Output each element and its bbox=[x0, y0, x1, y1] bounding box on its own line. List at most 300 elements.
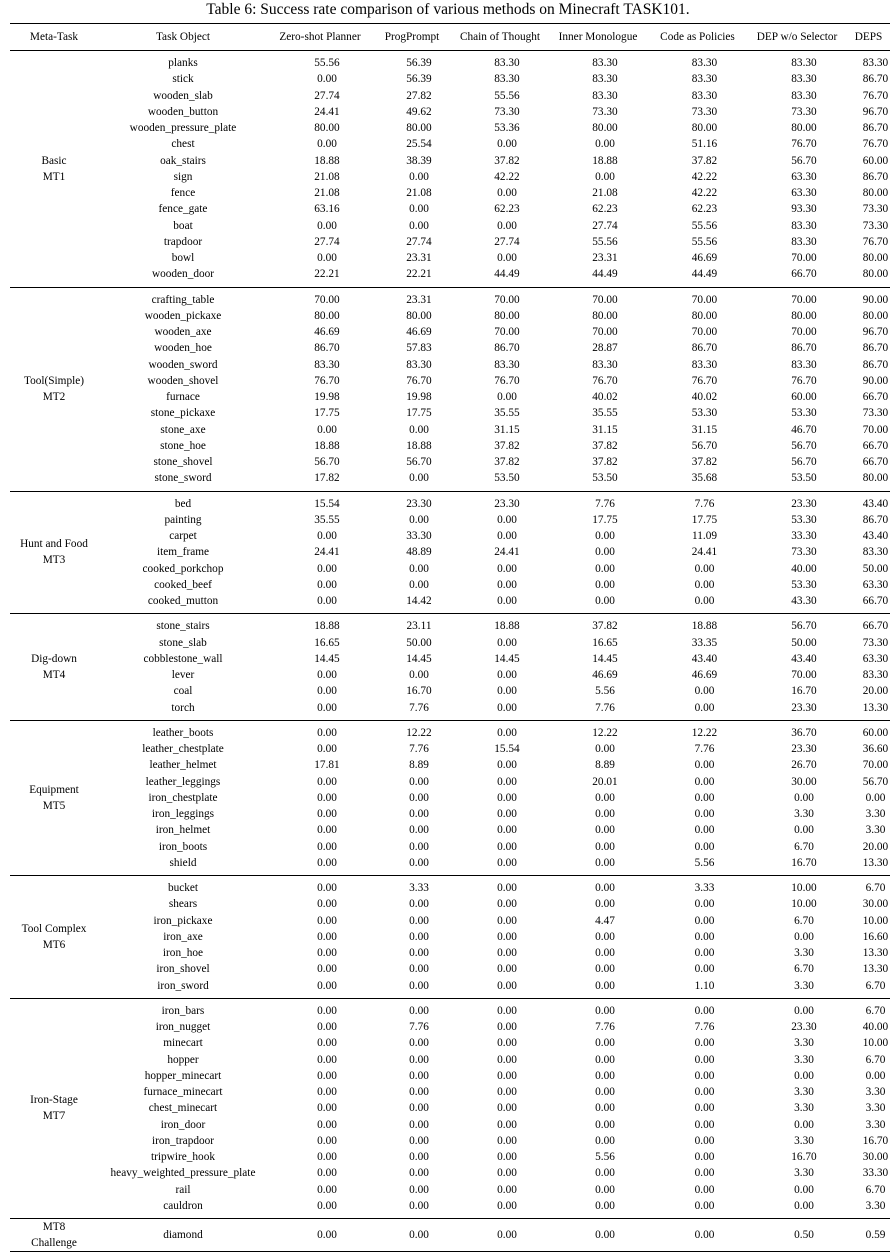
table-row bbox=[10, 405, 890, 421]
success-rate-cell: 0.00 bbox=[497, 1228, 517, 1241]
success-rate-cell: 33.35 bbox=[691, 636, 718, 649]
success-rate-cell: 7.76 bbox=[694, 1021, 715, 1033]
task-object-cell: iron_leggings bbox=[151, 808, 215, 820]
success-rate-cell: 0.00 bbox=[694, 1053, 715, 1066]
success-rate-cell: 83.30 bbox=[862, 669, 889, 681]
success-rate-cell: 62.23 bbox=[494, 203, 520, 216]
task-object-cell: wooden_axe bbox=[154, 326, 212, 338]
success-rate-cell: 0.00 bbox=[497, 669, 517, 681]
task-object-cell: stone_pickaxe bbox=[150, 407, 216, 420]
success-rate-cell: 70.00 bbox=[494, 326, 520, 338]
success-rate-cell: 0.00 bbox=[409, 840, 429, 853]
success-rate-cell: 17.75 bbox=[691, 513, 718, 526]
success-rate-cell: 86.70 bbox=[862, 513, 889, 526]
success-rate-cell: 0.00 bbox=[595, 1037, 615, 1050]
success-rate-cell: 21.08 bbox=[592, 187, 618, 199]
success-rate-cell: 16.70 bbox=[406, 685, 432, 698]
task-object-cell: hopper bbox=[167, 1053, 199, 1066]
success-rate-cell: 3.30 bbox=[794, 979, 814, 992]
success-rate-cell: 43.40 bbox=[862, 497, 889, 510]
success-rate-cell: 0.00 bbox=[595, 1183, 615, 1196]
success-rate-cell: 62.23 bbox=[691, 203, 718, 216]
success-rate-cell: 18.88 bbox=[314, 439, 340, 452]
success-rate-cell: 27.74 bbox=[314, 89, 340, 102]
success-rate-cell: 80.00 bbox=[862, 252, 889, 264]
meta-task-id: MT6 bbox=[42, 938, 66, 951]
success-rate-cell: 0.00 bbox=[317, 252, 337, 264]
task-object-cell: iron_sword bbox=[157, 979, 209, 992]
success-rate-cell: 53.30 bbox=[791, 513, 817, 526]
success-rate-cell: 0.00 bbox=[794, 1004, 814, 1017]
table-row bbox=[10, 961, 890, 977]
success-rate-cell: 76.70 bbox=[791, 374, 817, 387]
success-rate-cell: 37.82 bbox=[494, 439, 520, 452]
success-rate-cell: 0.00 bbox=[595, 138, 615, 151]
success-rate-cell: 0.00 bbox=[317, 775, 337, 788]
success-rate-cell: 0.00 bbox=[497, 947, 517, 959]
task-object-cell: iron_pickaxe bbox=[153, 914, 213, 927]
success-rate-cell: 23.30 bbox=[791, 743, 817, 755]
success-rate-cell: 53.50 bbox=[791, 472, 817, 485]
success-rate-cell: 37.82 bbox=[691, 456, 718, 468]
success-rate-cell: 83.30 bbox=[791, 235, 817, 248]
meta-task-name: Iron-Stage bbox=[30, 1094, 78, 1107]
success-rate-cell: 14.45 bbox=[494, 652, 520, 665]
success-rate-cell: 16.60 bbox=[862, 930, 889, 943]
success-rate-cell: 0.00 bbox=[595, 1118, 615, 1131]
meta-task-name: Equipment bbox=[29, 783, 79, 796]
success-rate-cell: 55.56 bbox=[691, 235, 718, 248]
success-rate-cell: 73.30 bbox=[791, 105, 817, 118]
success-rate-cell: 33.30 bbox=[791, 530, 817, 542]
table-row bbox=[10, 136, 890, 152]
success-rate-cell: 0.00 bbox=[595, 808, 615, 820]
table-row bbox=[10, 1019, 890, 1035]
success-rate-cell: 0.00 bbox=[409, 979, 429, 992]
success-rate-cell: 70.00 bbox=[592, 293, 618, 306]
task-object-cell: leather_chestplate bbox=[142, 743, 224, 755]
table-row bbox=[10, 1198, 890, 1219]
success-rate-cell: 60.00 bbox=[791, 391, 817, 403]
success-rate-cell: 66.70 bbox=[862, 439, 889, 452]
success-rate-cell: 24.41 bbox=[314, 105, 340, 118]
meta-task-group bbox=[10, 287, 890, 491]
table-row bbox=[10, 1219, 890, 1252]
success-rate-cell: 0.00 bbox=[497, 701, 517, 714]
success-rate-cell: 53.30 bbox=[691, 407, 718, 420]
table-row bbox=[10, 153, 890, 169]
success-rate-cell: 83.30 bbox=[592, 73, 618, 86]
success-rate-cell: 43.40 bbox=[791, 652, 817, 665]
table-row bbox=[10, 1052, 890, 1068]
table-row bbox=[10, 201, 890, 217]
success-rate-cell: 0.00 bbox=[409, 1183, 429, 1196]
success-rate-cell: 23.31 bbox=[592, 252, 618, 264]
success-rate-cell: 0.00 bbox=[317, 1134, 337, 1147]
success-rate-cell: 76.70 bbox=[592, 374, 618, 387]
task-object-cell: bowl bbox=[171, 252, 195, 264]
success-rate-cell: 0.00 bbox=[595, 562, 615, 575]
success-rate-cell: 53.30 bbox=[791, 578, 817, 591]
success-rate-cell: 80.00 bbox=[862, 187, 889, 199]
success-rate-cell: 36.70 bbox=[791, 726, 817, 739]
success-rate-cell: 0.00 bbox=[409, 1134, 429, 1147]
success-rate-cell: 86.70 bbox=[862, 73, 889, 86]
success-rate-cell: 0.00 bbox=[317, 1086, 337, 1098]
table-row bbox=[10, 774, 890, 790]
success-rate-cell: 83.30 bbox=[791, 73, 817, 86]
success-rate-cell: 19.98 bbox=[406, 391, 432, 403]
success-rate-cell: 83.30 bbox=[592, 358, 618, 371]
success-rate-cell: 0.00 bbox=[409, 824, 429, 837]
meta-task-name: Tool(Simple) bbox=[23, 375, 85, 387]
success-rate-cell: 50.00 bbox=[862, 562, 889, 575]
success-rate-cell: 56.70 bbox=[862, 775, 889, 788]
task-object-cell: shield bbox=[169, 856, 197, 869]
success-rate-cell: 14.45 bbox=[314, 652, 340, 665]
task-object-cell: heavy_weighted_pressure_plate bbox=[110, 1167, 256, 1180]
table-row bbox=[10, 561, 890, 577]
success-rate-cell: 3.30 bbox=[794, 1167, 814, 1180]
success-rate-cell: 57.83 bbox=[406, 342, 432, 355]
success-rate-cell: 13.30 bbox=[862, 963, 889, 976]
success-rate-cell: 10.00 bbox=[791, 882, 817, 894]
table-row bbox=[10, 651, 890, 667]
success-rate-cell: 3.30 bbox=[865, 824, 886, 837]
table-row bbox=[10, 324, 890, 340]
success-rate-cell: 0.00 bbox=[317, 963, 337, 976]
success-rate-cell: 51.16 bbox=[691, 138, 718, 151]
success-rate-cell: 70.00 bbox=[862, 759, 889, 772]
task-object-cell: iron_axe bbox=[163, 930, 203, 943]
table-row bbox=[10, 741, 890, 757]
success-rate-cell: 49.62 bbox=[406, 105, 432, 118]
table-row bbox=[10, 287, 890, 308]
success-rate-cell: 31.15 bbox=[592, 423, 618, 436]
success-rate-cell: 0.00 bbox=[497, 513, 517, 526]
success-rate-cell: 0.00 bbox=[497, 1021, 517, 1033]
success-rate-cell: 0.00 bbox=[694, 1069, 715, 1082]
header-meta-task: Meta-Task bbox=[29, 31, 79, 43]
success-rate-cell: 0.00 bbox=[694, 1102, 715, 1115]
success-rate-cell: 73.30 bbox=[494, 105, 520, 118]
success-rate-cell: 0.00 bbox=[317, 743, 337, 755]
success-rate-cell: 23.31 bbox=[406, 293, 432, 306]
success-rate-cell: 0.00 bbox=[409, 930, 429, 943]
meta-task-cell bbox=[10, 287, 98, 491]
success-rate-cell: 80.00 bbox=[862, 268, 889, 281]
success-rate-cell: 20.00 bbox=[862, 840, 889, 853]
success-rate-cell: 3.30 bbox=[865, 1199, 886, 1212]
table-row bbox=[10, 855, 890, 876]
success-rate-cell: 12.22 bbox=[406, 726, 432, 739]
success-rate-cell: 0.00 bbox=[409, 1102, 429, 1115]
success-rate-cell: 0.00 bbox=[317, 930, 337, 943]
success-rate-cell: 30.00 bbox=[862, 898, 889, 911]
success-rate-cell: 56.70 bbox=[791, 154, 817, 167]
success-rate-cell: 73.30 bbox=[862, 636, 889, 649]
table-row bbox=[10, 308, 890, 324]
success-rate-cell: 22.21 bbox=[314, 268, 340, 281]
task-object-cell: bucket bbox=[167, 882, 199, 894]
success-rate-cell: 0.00 bbox=[794, 824, 814, 837]
success-rate-cell: 0.00 bbox=[595, 1228, 615, 1241]
task-object-cell: stone_hoe bbox=[160, 439, 206, 452]
success-rate-cell: 70.00 bbox=[791, 326, 817, 338]
task-object-cell: fence_gate bbox=[158, 203, 208, 216]
success-rate-cell: 53.36 bbox=[494, 122, 520, 134]
table-row bbox=[10, 1182, 890, 1198]
success-rate-cell: 23.30 bbox=[791, 497, 817, 510]
success-rate-cell: 0.00 bbox=[595, 1199, 615, 1212]
table-row bbox=[10, 593, 890, 614]
success-rate-cell: 70.00 bbox=[791, 669, 817, 681]
success-rate-cell: 0.00 bbox=[317, 423, 337, 436]
success-rate-cell: 80.00 bbox=[791, 122, 817, 134]
success-rate-cell: 16.65 bbox=[592, 636, 618, 649]
success-rate-cell: 86.70 bbox=[862, 122, 889, 134]
table-row bbox=[10, 1165, 890, 1181]
success-rate-cell: 0.00 bbox=[317, 1118, 337, 1131]
success-rate-cell: 35.55 bbox=[494, 407, 520, 420]
task-object-cell: boat bbox=[173, 219, 193, 232]
success-rate-cell: 0.00 bbox=[595, 530, 615, 542]
table-row bbox=[10, 1035, 890, 1051]
success-rate-cell: 96.70 bbox=[862, 326, 889, 338]
success-rate-cell: 6.70 bbox=[794, 963, 814, 976]
success-rate-cell: 0.00 bbox=[694, 840, 715, 853]
success-rate-cell: 0.00 bbox=[694, 1228, 715, 1241]
table-row bbox=[10, 120, 890, 136]
success-rate-cell: 40.00 bbox=[862, 1021, 889, 1033]
success-rate-cell: 0.00 bbox=[694, 1037, 715, 1050]
success-rate-cell: 18.88 bbox=[494, 620, 520, 633]
success-rate-cell: 35.55 bbox=[314, 513, 340, 526]
success-rate-cell: 40.02 bbox=[592, 391, 618, 403]
task-object-cell: cauldron bbox=[163, 1199, 203, 1212]
table-row bbox=[10, 720, 890, 741]
success-rate-cell: 23.30 bbox=[406, 497, 432, 510]
task-object-cell: cobblestone_wall bbox=[143, 652, 223, 665]
task-object-cell: leather_leggings bbox=[145, 775, 221, 788]
meta-task-name: Dig-down bbox=[31, 653, 77, 665]
success-rate-cell: 5.56 bbox=[595, 685, 615, 698]
meta-task-id: MT4 bbox=[42, 669, 66, 681]
success-rate-cell: 3.30 bbox=[865, 1102, 886, 1115]
meta-task-id: MT2 bbox=[42, 391, 66, 403]
success-rate-cell: 5.56 bbox=[694, 856, 715, 869]
success-rate-cell: 0.00 bbox=[694, 595, 715, 607]
success-rate-cell: 93.30 bbox=[791, 203, 817, 216]
success-rate-cell: 0.00 bbox=[497, 530, 517, 542]
success-rate-cell: 0.00 bbox=[595, 1134, 615, 1147]
table-row bbox=[10, 104, 890, 120]
task-object-cell: minecart bbox=[163, 1037, 203, 1050]
success-rate-cell: 6.70 bbox=[865, 1004, 886, 1017]
success-rate-cell: 33.30 bbox=[406, 530, 432, 542]
success-rate-cell: 0.50 bbox=[794, 1228, 814, 1241]
task-object-cell: tripwire_hook bbox=[150, 1151, 215, 1163]
success-rate-cell: 0.00 bbox=[317, 947, 337, 959]
success-rate-cell: 17.75 bbox=[592, 513, 618, 526]
success-rate-cell: 36.60 bbox=[862, 743, 889, 755]
success-rate-cell: 0.00 bbox=[497, 578, 517, 591]
table-row bbox=[10, 340, 890, 356]
success-rate-cell: 0.00 bbox=[409, 203, 429, 216]
table-row bbox=[10, 945, 890, 961]
success-rate-cell: 4.47 bbox=[595, 914, 615, 927]
header-progprompt: ProgPrompt bbox=[384, 31, 440, 43]
success-rate-cell: 0.00 bbox=[497, 1183, 517, 1196]
task-object-cell: sign bbox=[173, 170, 193, 183]
success-rate-cell: 10.00 bbox=[862, 914, 889, 927]
success-rate-cell: 50.00 bbox=[791, 636, 817, 649]
success-rate-cell: 18.88 bbox=[406, 439, 432, 452]
success-rate-cell: 27.82 bbox=[406, 89, 432, 102]
success-rate-cell: 0.00 bbox=[497, 1004, 517, 1017]
success-rate-cell: 10.00 bbox=[791, 898, 817, 911]
success-rate-cell: 14.45 bbox=[406, 652, 432, 665]
success-rate-cell: 19.98 bbox=[314, 391, 340, 403]
success-rate-cell: 0.00 bbox=[497, 1167, 517, 1180]
success-rate-cell: 80.00 bbox=[592, 309, 618, 322]
success-rate-cell: 0.00 bbox=[497, 252, 517, 264]
success-rate-cell: 0.00 bbox=[497, 1102, 517, 1115]
success-rate-cell: 63.30 bbox=[791, 170, 817, 183]
success-rate-cell: 0.00 bbox=[317, 562, 337, 575]
success-rate-cell: 80.00 bbox=[592, 122, 618, 134]
success-rate-cell: 0.00 bbox=[409, 472, 429, 485]
meta-task-name: Basic bbox=[41, 154, 67, 167]
success-rate-cell: 0.00 bbox=[694, 898, 715, 911]
task-object-cell: wooden_pressure_plate bbox=[129, 122, 237, 134]
success-rate-cell: 0.00 bbox=[409, 1228, 429, 1241]
success-rate-cell: 0.00 bbox=[317, 138, 337, 151]
success-rate-cell: 0.00 bbox=[794, 791, 814, 804]
success-rate-cell: 3.33 bbox=[694, 882, 715, 894]
success-rate-cell: 0.00 bbox=[694, 701, 715, 714]
success-rate-cell: 0.00 bbox=[409, 1004, 429, 1017]
success-rate-cell: 3.30 bbox=[794, 947, 814, 959]
success-rate-cell: 0.00 bbox=[595, 824, 615, 837]
success-rate-cell: 0.00 bbox=[317, 73, 337, 86]
success-rate-cell: 20.01 bbox=[592, 775, 618, 788]
success-rate-cell: 0.00 bbox=[409, 775, 429, 788]
success-rate-cell: 83.30 bbox=[691, 57, 718, 69]
success-rate-cell: 3.30 bbox=[794, 1053, 814, 1066]
success-rate-cell: 96.70 bbox=[862, 105, 889, 118]
success-rate-cell: 70.00 bbox=[791, 252, 817, 264]
success-rate-cell: 20.00 bbox=[862, 685, 889, 698]
success-rate-cell: 3.30 bbox=[794, 1037, 814, 1050]
success-rate-cell: 0.00 bbox=[595, 930, 615, 943]
success-rate-cell: 0.00 bbox=[317, 1037, 337, 1050]
success-rate-cell: 30.00 bbox=[791, 775, 817, 788]
meta-task-name: Tool Complex bbox=[21, 922, 87, 935]
success-rate-cell: 80.00 bbox=[406, 309, 432, 322]
success-rate-cell: 0.00 bbox=[317, 1151, 337, 1163]
task-object-cell: cooked_beef bbox=[154, 578, 212, 591]
success-rate-cell: 0.00 bbox=[694, 1004, 715, 1017]
table-row bbox=[10, 250, 890, 266]
success-rate-cell: 3.30 bbox=[865, 808, 886, 820]
success-rate-cell: 6.70 bbox=[794, 914, 814, 927]
success-rate-cell: 76.70 bbox=[406, 374, 432, 387]
success-rate-cell: 3.30 bbox=[794, 1102, 814, 1115]
success-rate-cell: 0.00 bbox=[595, 546, 615, 559]
meta-task-name: MT8 bbox=[42, 1221, 66, 1233]
success-rate-cell: 0.00 bbox=[409, 1199, 429, 1212]
success-rate-cell: 62.23 bbox=[592, 203, 618, 216]
success-rate-cell: 0.00 bbox=[595, 1069, 615, 1082]
success-rate-cell: 0.00 bbox=[409, 578, 429, 591]
task-object-cell: stone_sword bbox=[154, 472, 212, 485]
success-rate-cell: 76.70 bbox=[862, 89, 889, 102]
task-object-cell: stone_axe bbox=[160, 423, 206, 436]
success-rate-cell: 6.70 bbox=[865, 1183, 886, 1196]
success-rate-cell: 7.76 bbox=[595, 497, 615, 510]
success-rate-cell: 0.00 bbox=[694, 791, 715, 804]
success-rate-cell: 7.76 bbox=[694, 497, 715, 510]
header-task-object: Task Object bbox=[155, 31, 211, 43]
success-rate-cell: 70.00 bbox=[592, 326, 618, 338]
table-row bbox=[10, 876, 890, 897]
success-rate-cell: 0.00 bbox=[317, 1021, 337, 1033]
task-object-cell: iron_bars bbox=[161, 1004, 205, 1017]
success-rate-cell: 13.30 bbox=[862, 947, 889, 959]
success-rate-cell: 43.40 bbox=[862, 530, 889, 542]
success-rate-cell: 7.76 bbox=[409, 743, 429, 755]
success-rate-cell: 86.70 bbox=[314, 342, 340, 355]
success-rate-cell: 0.00 bbox=[409, 856, 429, 869]
success-rate-cell: 0.00 bbox=[595, 840, 615, 853]
success-rate-cell: 21.08 bbox=[314, 187, 340, 199]
meta-task-name: Hunt and Food bbox=[20, 538, 88, 551]
success-rate-cell: 76.70 bbox=[314, 374, 340, 387]
meta-task-group bbox=[10, 51, 890, 288]
success-rate-cell: 23.31 bbox=[406, 252, 432, 264]
table-row bbox=[10, 998, 890, 1019]
table-row bbox=[10, 1133, 890, 1149]
success-rate-cell: 83.30 bbox=[862, 546, 889, 559]
success-rate-cell: 0.00 bbox=[595, 1167, 615, 1180]
success-rate-cell: 0.00 bbox=[794, 1118, 814, 1131]
task-object-cell: iron_nugget bbox=[155, 1021, 211, 1033]
success-rate-cell: 27.74 bbox=[592, 219, 618, 232]
task-object-cell: coal bbox=[173, 685, 193, 698]
success-rate-cell: 0.00 bbox=[409, 423, 429, 436]
success-rate-cell: 7.76 bbox=[694, 743, 715, 755]
success-rate-cell: 3.30 bbox=[865, 1118, 886, 1131]
success-rate-cell: 5.56 bbox=[595, 1151, 615, 1163]
success-rate-cell: 8.89 bbox=[595, 759, 615, 772]
task-object-cell: cooked_porkchop bbox=[142, 562, 224, 575]
success-rate-cell: 80.00 bbox=[862, 309, 889, 322]
success-rate-cell: 12.22 bbox=[592, 726, 618, 739]
success-rate-cell: 76.70 bbox=[862, 138, 889, 151]
success-rate-cell: 55.56 bbox=[691, 219, 718, 232]
success-rate-cell: 3.30 bbox=[794, 808, 814, 820]
success-rate-cell: 0.00 bbox=[865, 791, 886, 804]
success-rate-cell: 0.00 bbox=[497, 685, 517, 698]
success-rate-cell: 76.70 bbox=[791, 138, 817, 151]
success-rate-cell: 56.39 bbox=[406, 57, 432, 69]
success-rate-cell: 73.30 bbox=[592, 105, 618, 118]
success-rate-cell: 73.30 bbox=[862, 407, 889, 420]
success-rate-cell: 0.00 bbox=[595, 170, 615, 183]
success-rate-cell: 0.00 bbox=[409, 1151, 429, 1163]
success-rate-cell: 0.00 bbox=[317, 824, 337, 837]
